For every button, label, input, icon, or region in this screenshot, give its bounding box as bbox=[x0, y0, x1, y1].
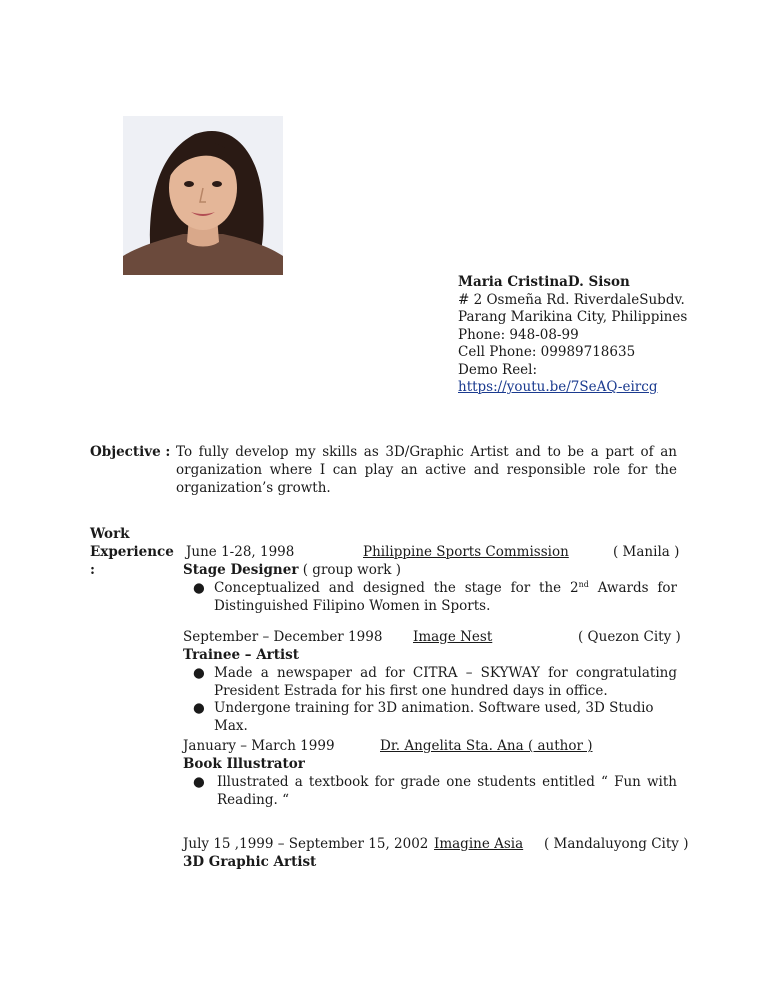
bullet-item bbox=[193, 773, 677, 809]
job-header bbox=[183, 835, 689, 853]
bullet-icon: ● bbox=[193, 774, 205, 790]
work-label-line-1: Work bbox=[90, 526, 130, 542]
job-date: September – December 1998 bbox=[183, 629, 383, 645]
profile-photo bbox=[123, 116, 283, 275]
address-line-2: Parang Marikina City, Philippines bbox=[458, 309, 688, 325]
job-company: Dr. Angelita Sta. Ana ( author ) bbox=[380, 738, 593, 754]
job-location: ( Quezon City ) bbox=[578, 629, 681, 645]
job-date: June 1-28, 1998 bbox=[186, 544, 295, 560]
job-header bbox=[183, 737, 677, 755]
bullet-text: Conceptualized and designed the stage for the 2nd Awards for Distinguished Filipino Women in Sports. bbox=[214, 580, 677, 614]
job-title: 3D Graphic Artist bbox=[183, 854, 317, 870]
bullet-icon: ● bbox=[193, 700, 205, 716]
job-header bbox=[183, 628, 681, 646]
job-location: ( Manila ) bbox=[613, 544, 680, 560]
job-company: Philippine Sports Commission bbox=[363, 544, 569, 560]
job-title: Stage Designer bbox=[183, 562, 299, 578]
job-title: Book Illustrator bbox=[183, 756, 305, 772]
bullet-text: Made a newspaper ad for CITRA – SKYWAY for congratulating President Estrada for his first one hundred days in office. bbox=[214, 665, 677, 699]
objective-text: To fully develop my skills as 3D/Graphic Artist and to be a part of an organization where I can play an active and responsible role for the organization’s growth. bbox=[176, 444, 677, 496]
address-line-1: # 2 Osmeña Rd. RiverdaleSubdv. bbox=[458, 291, 685, 308]
bullet-icon: ● bbox=[193, 665, 205, 681]
demo-reel-link[interactable]: https://youtu.be/7SeAQ-eircg bbox=[458, 379, 658, 395]
work-experience-label bbox=[90, 525, 180, 579]
bullet-item bbox=[193, 699, 677, 734]
job-title-note: ( group work ) bbox=[298, 562, 402, 578]
contact-block bbox=[458, 273, 698, 396]
phone-number: Phone: 948-08-99 bbox=[458, 326, 579, 343]
work-label-line-2: Experience : bbox=[90, 544, 174, 578]
bullet-item bbox=[193, 664, 677, 700]
job-title-line bbox=[183, 561, 401, 579]
job-title: Trainee – Artist bbox=[183, 647, 299, 663]
bullet-text: Illustrated a textbook for grade one students entitled “ Fun with Reading. “ bbox=[217, 774, 677, 808]
job-company: Image Nest bbox=[413, 629, 493, 645]
job-location: ( Mandaluyong City ) bbox=[544, 836, 689, 852]
job-company: Imagine Asia bbox=[434, 836, 524, 852]
applicant-name: Maria CristinaD. Sison bbox=[458, 274, 630, 290]
portrait-photo-icon bbox=[123, 116, 283, 275]
bullet-icon: ● bbox=[193, 580, 205, 596]
job-date: July 15 ,1999 – September 15, 2002 bbox=[183, 836, 429, 852]
cell-phone-number: Cell Phone: 09989718635 bbox=[458, 344, 636, 360]
job-header bbox=[183, 543, 680, 561]
job-date: January – March 1999 bbox=[183, 738, 335, 754]
demo-reel-label: Demo Reel: bbox=[458, 361, 538, 378]
objective-label: Objective : bbox=[90, 444, 171, 460]
bullet-text: Undergone training for 3D animation. Software used, 3D Studio Max. bbox=[214, 700, 654, 734]
bullet-item bbox=[193, 579, 677, 615]
